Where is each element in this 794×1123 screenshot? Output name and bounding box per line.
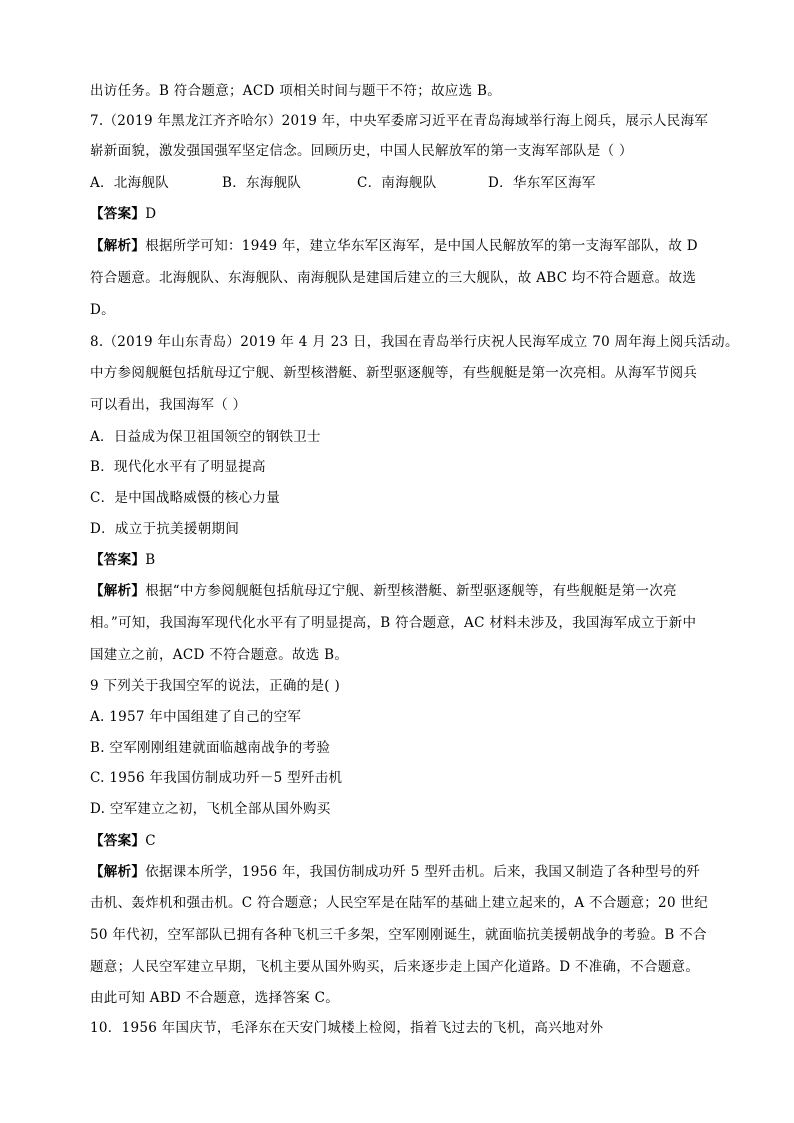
question-7-option-c: C．南海舰队 [357,175,437,191]
question-7-option-a: A．北海舰队 [90,175,170,191]
question-7-stem-cont: 崭新面貌，激发强国强军坚定信念。回顾历史，中国人民解放军的第一支海军部队是（ ） [90,143,633,159]
answer-value: D [145,206,157,222]
question-9-stem: 9 下列关于我国空军的说法，正确的是( ) [90,678,341,694]
question-9-answer [90,831,156,851]
explanation-text: 根据所学可知：1949 年，建立华东军区海军，是中国人民解放军的第一支海军部队，故 D [145,238,698,254]
question-8-option-b: B．现代化水平有了明显提高 [90,459,266,475]
explanation-text: 根据“中方参阅舰艇包括航母辽宁舰、新型核潜艇、新型驱逐舰等，有些舰艇是第一次亮 [145,583,677,599]
question-7-option-b: B．东海舰队 [222,175,302,191]
question-9-option-b: B. 空军刚刚组建就面临越南战争的考验 [90,740,331,756]
explanation-text: 依据课本所学，1956 年，我国仿制成功歼 5 型歼击机。后来，我国又制造了各种型号的歼 [145,864,701,880]
question-7-explanation [90,236,698,256]
answer-value: C [145,833,156,849]
text-line: 出访任务。B 符合题意；ACD 项相关时间与题干不符；故应选 B。 [90,83,502,99]
answer-value: B [145,552,156,568]
answer-tag: 【答案】 [90,206,146,222]
question-9-explanation-cont: 题意；人民空军建立早期，飞机主要从国外购买，后来逐步走上国产化道路。D 不准确，不合题意。 [90,959,700,975]
question-9-option-d: D. 空军建立之初，飞机全部从国外购买 [90,801,331,817]
question-9-explanation [90,862,700,882]
question-8-stem: 8.（2019 年山东青岛）2019 年 4 月 23 日，我国在青岛举行庆祝人民海军成立 70 周年海上阅兵活动。 [90,334,739,350]
question-8-stem-cont: 中方参阅舰艇包括航母辽宁舰、新型核潜艇、新型驱逐舰等，有些舰艇是第一次亮相。从海军节阅兵 [90,365,698,381]
question-8-explanation-end: 国建立之前，ACD 不符合题意。故选 B。 [90,647,349,663]
question-9-option-c: C. 1956 年我国仿制成功歼－5 型歼击机 [90,770,343,786]
question-8-option-c: C．是中国战略威慑的核心力量 [90,490,281,506]
explanation-tag: 【解析】 [90,864,146,880]
question-7-answer [90,204,156,224]
question-9-explanation-end: 由此可知 ABD 不合题意，选择答案 C。 [90,990,339,1006]
question-7-explanation-cont: 符合题意。北海舰队、东海舰队、南海舰队是建国后建立的三大舰队，故 ABC 均不符合题意。故选 [90,270,697,286]
question-8-answer [90,550,155,570]
question-7-stem: 7.（2019 年黑龙江齐齐哈尔）2019 年，中央军委席习近平在青岛海域举行海上阅兵，展示人民海军 [90,113,709,129]
question-9-option-a: A. 1957 年中国组建了自己的空军 [90,709,302,725]
question-8-option-a: A．日益成为保卫祖国领空的钢铁卫士 [90,429,321,445]
explanation-tag: 【解析】 [90,238,146,254]
question-9-explanation-cont: 50 年代初，空军部队已拥有各种飞机三千多架，空军刚刚诞生，就面临抗美援朝战争的考验。B 不合 [90,927,707,943]
question-8-option-d: D．成立于抗美援朝期间 [90,521,240,537]
answer-tag: 【答案】 [90,552,146,568]
explanation-tag: 【解析】 [90,583,146,599]
question-10-stem: 10．1956 年国庆节，毛泽东在天安门城楼上检阅，指着飞过去的飞机，高兴地对外 [90,1020,604,1036]
question-8-explanation [90,581,677,601]
answer-tag: 【答案】 [90,833,146,849]
question-7-option-d: D．华东军区海军 [488,175,596,191]
question-7-explanation-end: D。 [90,302,115,318]
question-8-explanation-cont: 相。”可知，我国海军现代化水平有了明显提高，B 符合题意，AC 材料未涉及，我国海军成立于新中 [90,615,697,631]
question-8-stem-end: 可以看出，我国海军（ ） [90,397,247,413]
question-9-explanation-cont: 击机、轰炸机和强击机。C 符合题意；人民空军是在陆军的基础上建立起来的，A 不合题意；20 世纪 [90,895,709,911]
